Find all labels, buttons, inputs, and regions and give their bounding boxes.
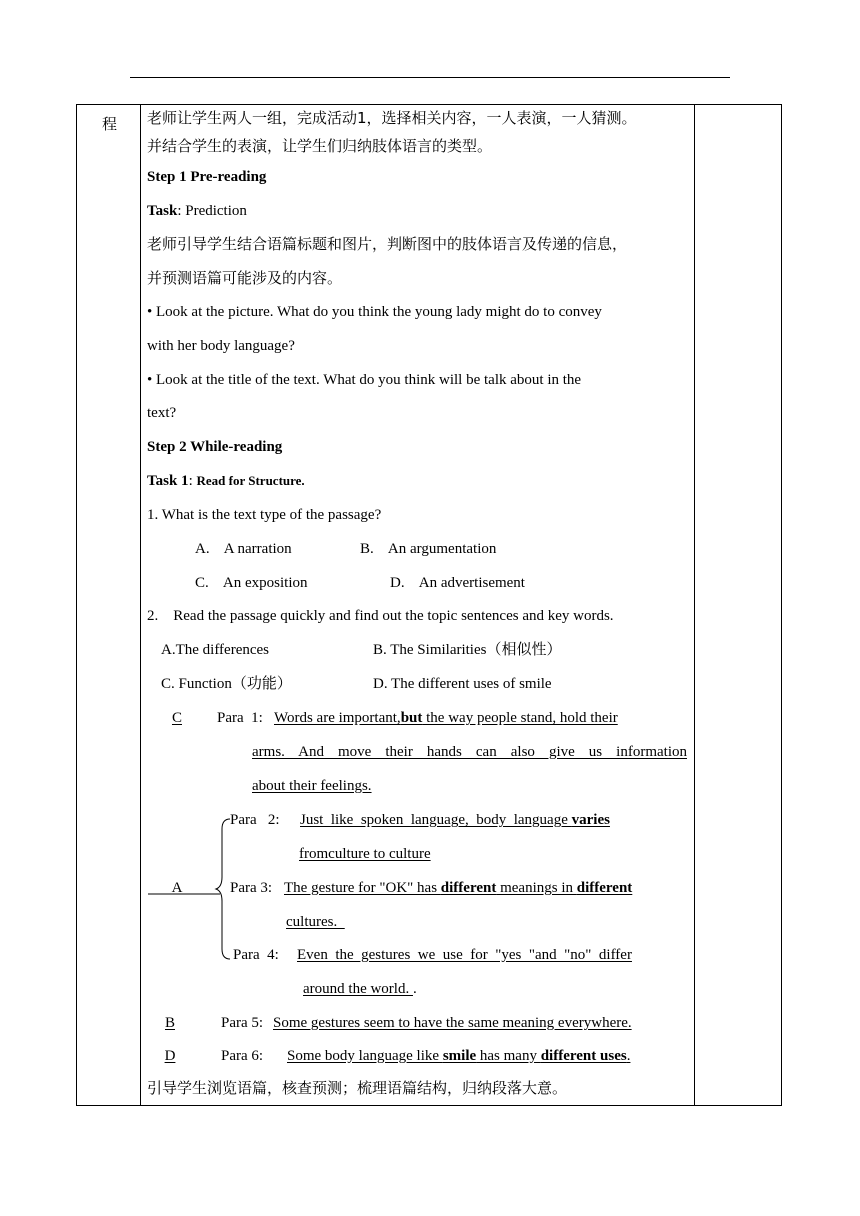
task-prediction <box>147 202 247 220</box>
para6-text-b: has many <box>476 1048 541 1064</box>
para6-text-a: Some body language like <box>287 1048 443 1064</box>
answer-blank-d <box>147 1047 193 1065</box>
bullet-icon: • <box>147 304 153 320</box>
para3-text-a: The gesture for "OK" has <box>284 880 441 896</box>
para3-label: Para 3: <box>230 880 273 896</box>
item1-question: 1. What is the text type of the passage? <box>147 507 382 523</box>
closing-summary: 引导学生浏览语篇，核查预测；梳理语篇结构，归纳段落大意。 <box>147 1079 568 1097</box>
para3-keyword-different-2: different <box>576 880 633 896</box>
column-divider-right <box>694 105 695 1105</box>
question-2-line-2: text? <box>147 405 177 421</box>
answer-blank-c: C <box>171 710 182 726</box>
para2-keyword-varies: varies <box>571 812 610 828</box>
task1-line <box>147 472 305 490</box>
question-2-text: Look at the title of the text. What do you think will be talk about in the <box>156 372 582 388</box>
key-option-d: D. The different uses of smile <box>373 676 552 692</box>
task1-colon: : <box>188 473 197 489</box>
para2-text-a: Just like spoken language, body language <box>300 812 572 828</box>
para6-text-c: . <box>626 1048 631 1064</box>
para6-keyword-uses: different uses <box>540 1048 627 1064</box>
prediction-cn-line-2: 并预测语篇可能涉及的内容。 <box>147 269 343 287</box>
key-option-c: C. Function（功能） <box>161 676 292 692</box>
task1-word: Task 1 <box>147 473 189 489</box>
para6-keyword-smile: smile <box>442 1048 477 1064</box>
answer-blank-a: A <box>171 880 183 896</box>
para1-text-a: Words are important, <box>274 710 401 726</box>
para6-line <box>287 1047 630 1065</box>
prediction-cn-line-1: 老师引导学生结合语篇标题和图片，判断图中的肢体语言及传递的信息， <box>147 235 628 253</box>
key-option-b: B. The Similarities（相似性） <box>373 642 562 658</box>
question-1-line-1 <box>147 303 602 321</box>
intro-line-2: 并结合学生的表演，让学生们归纳肢体语言的类型。 <box>147 137 493 155</box>
para1-label: Para 1: <box>217 710 263 726</box>
para4-line-2 <box>303 980 417 998</box>
para3-line-1 <box>284 879 632 897</box>
option-d: D. An advertisement <box>390 575 525 591</box>
step2-heading: Step 2 While-reading <box>147 439 283 455</box>
answer-blank-b <box>147 1014 193 1032</box>
left-cell-label: 程 <box>102 115 118 133</box>
para4-dot: . <box>412 981 417 997</box>
header-rule <box>130 77 730 78</box>
option-a: A. A narration <box>195 541 292 557</box>
key-option-a: A.The differences <box>161 642 270 658</box>
para1-line-1 <box>274 709 687 727</box>
task1-rest: Read for Structure. <box>196 473 305 488</box>
para4-label: Para 4: <box>233 947 279 963</box>
task-rest: : Prediction <box>177 203 247 219</box>
para3-keyword-different-1: different <box>440 880 497 896</box>
question-1-line-2: with her body language? <box>147 338 295 354</box>
para2-label: Para 2: <box>230 812 280 828</box>
option-c: C. An exposition <box>195 575 308 591</box>
question-2-line-1 <box>147 371 581 389</box>
para3-text-b: meanings in <box>496 880 577 896</box>
para6-label: Para 6: <box>221 1048 264 1064</box>
column-divider-left <box>140 105 141 1105</box>
item2-instruction: 2. Read the passage quickly and find out the topic sentences and key words. <box>147 608 614 624</box>
para4-text: around the world. <box>303 981 413 997</box>
para1-keyword-but: but <box>400 710 423 726</box>
bullet-icon: • <box>147 372 153 388</box>
para2-line-1 <box>300 811 687 829</box>
task-word: Task <box>147 203 178 219</box>
para4-line-1: Even the gestures we use for "yes "and "no" differ <box>297 947 632 963</box>
step1-heading: Step 1 Pre-reading <box>147 169 267 185</box>
intro-line-1: 老师让学生两人一组，完成活动1，选择相关内容，一人表演，一人猜测。 <box>147 109 637 127</box>
para3-line-2: cultures. <box>286 914 345 930</box>
answer-b: B <box>164 1015 175 1031</box>
option-b: B. An argumentation <box>360 541 497 557</box>
answer-d: D <box>164 1048 176 1064</box>
para1-text-b: the way people stand, hold their <box>422 710 618 726</box>
para1-line-3: about their feelings. <box>252 778 372 794</box>
para5-label: Para 5: <box>221 1015 264 1031</box>
para2-line-2: fromculture to culture <box>299 846 431 862</box>
question-1-text: Look at the picture. What do you think the young lady might do to convey <box>156 304 602 320</box>
para1-line-2: arms. And move their hands can also give us information <box>252 744 687 760</box>
para5-line: Some gestures seem to have the same meaning everywhere. <box>273 1015 632 1031</box>
